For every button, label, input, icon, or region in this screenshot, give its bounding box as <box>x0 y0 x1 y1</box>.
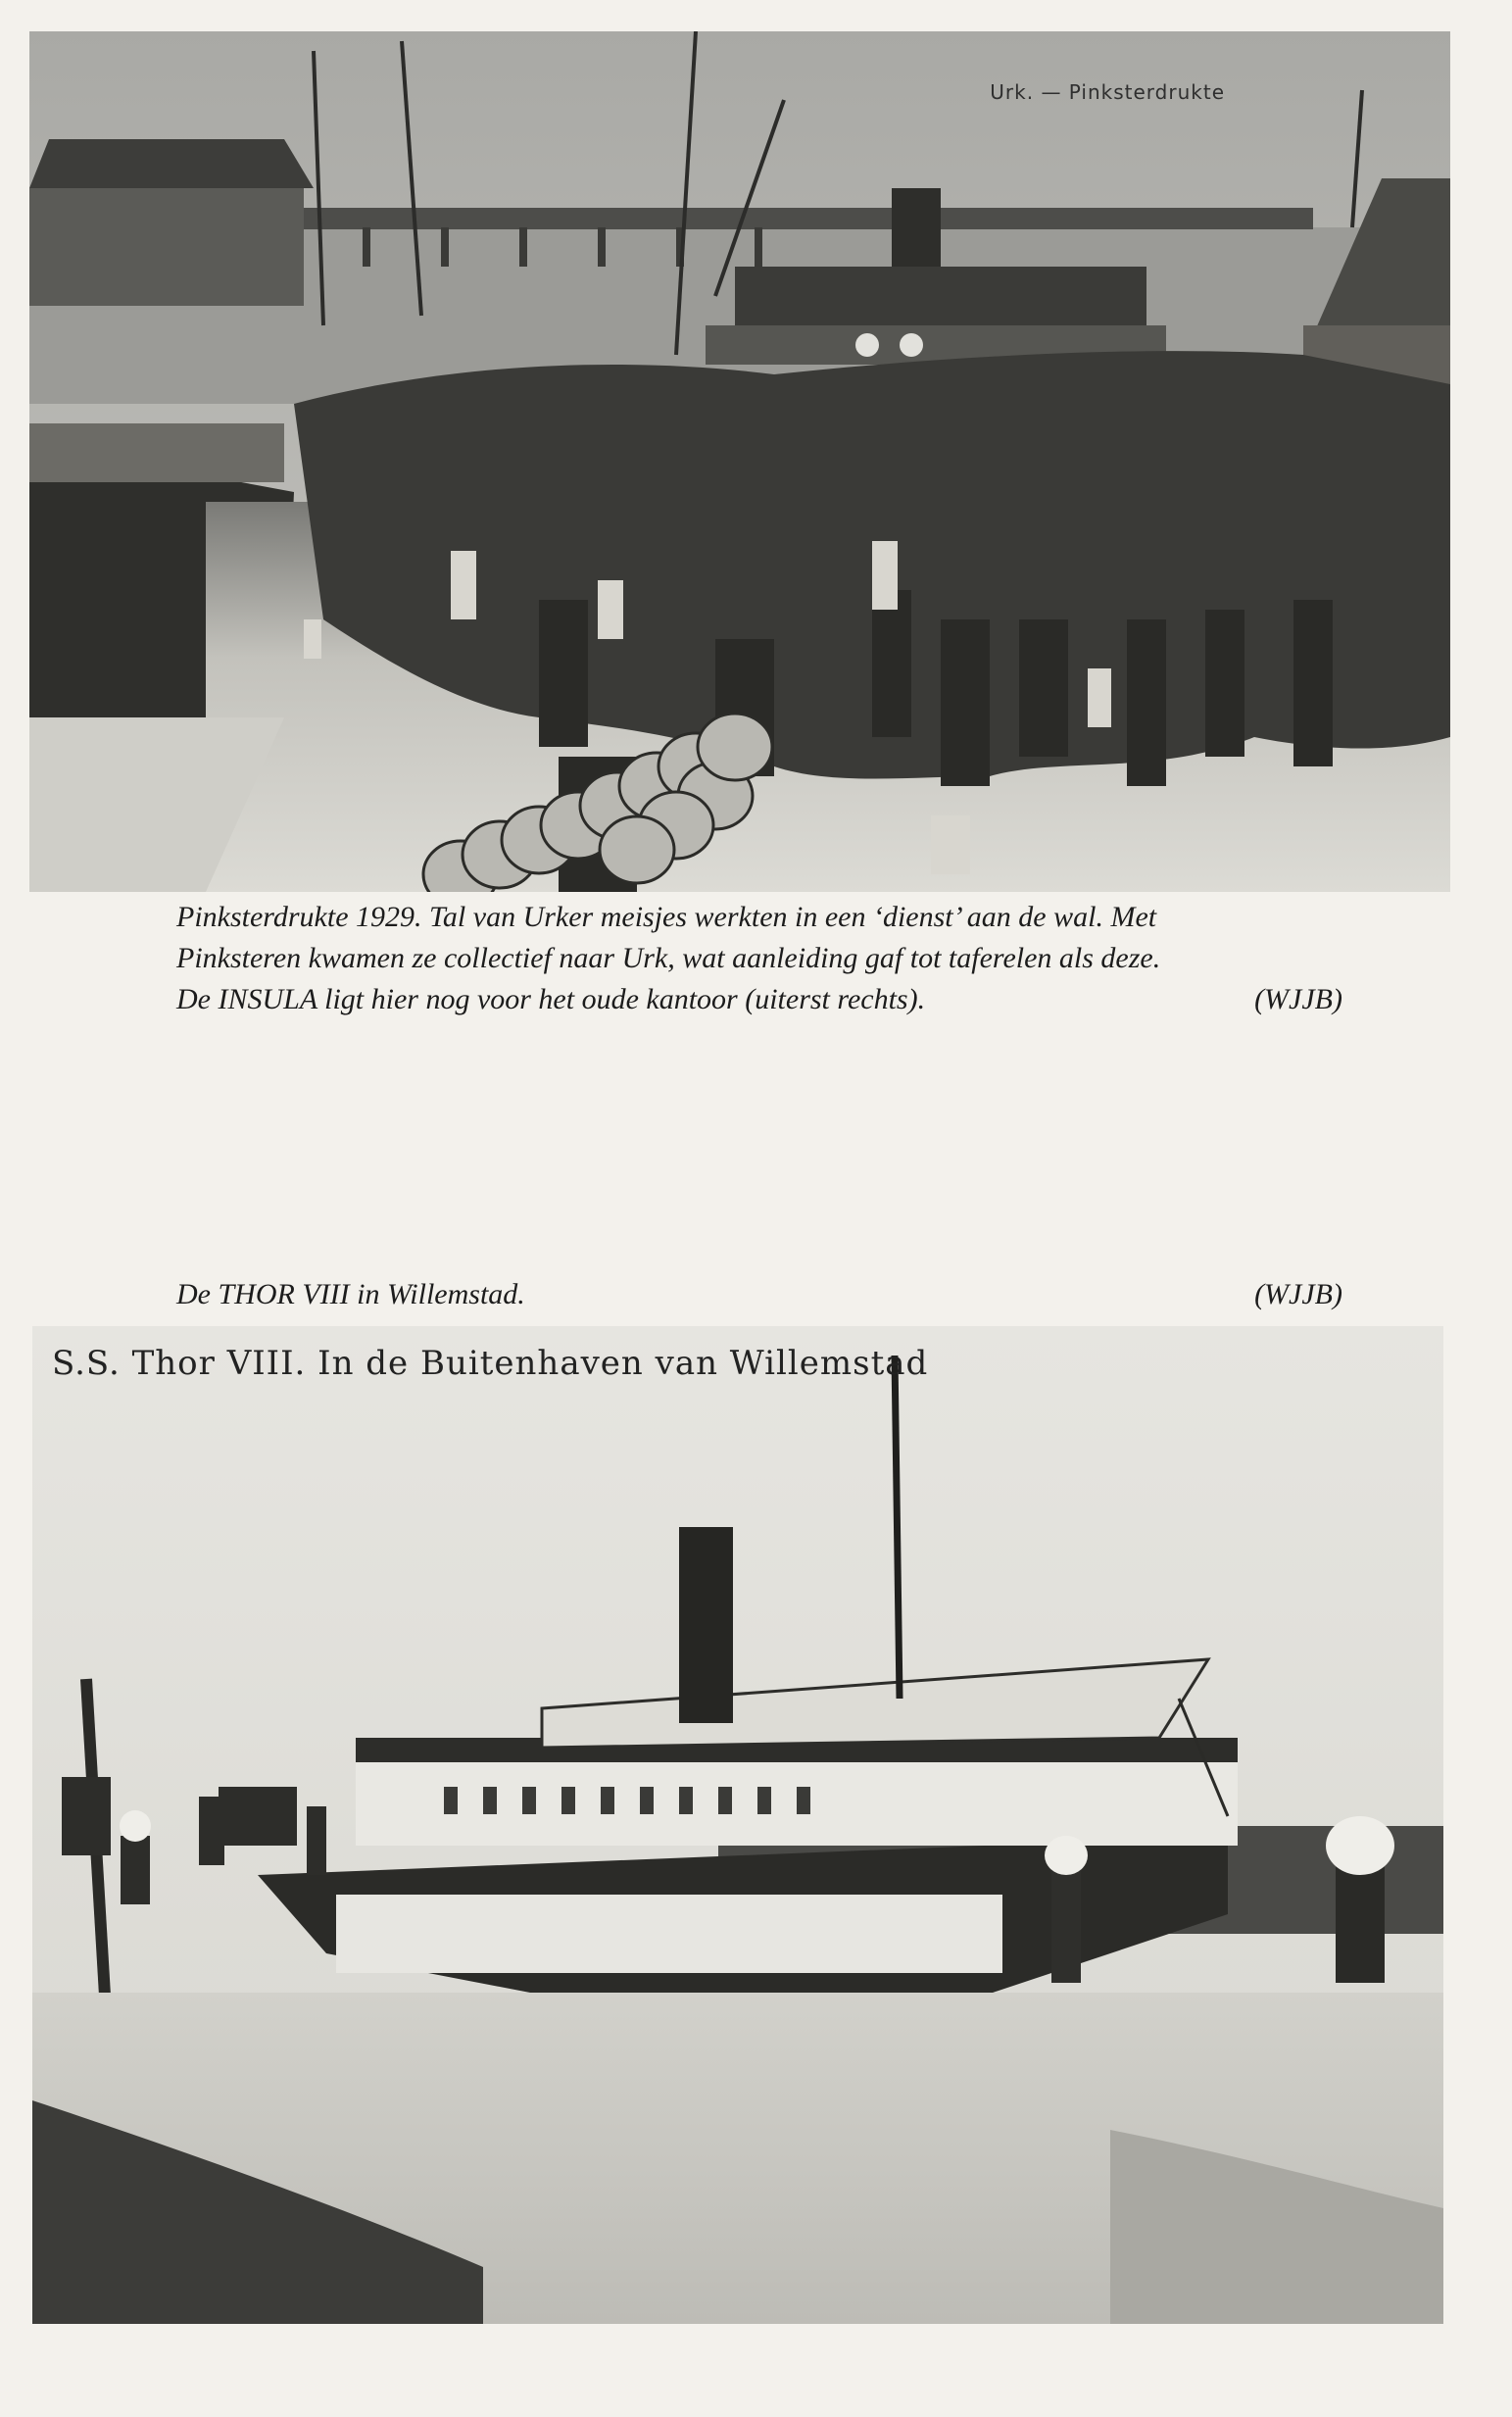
thor-viii-photo-art <box>32 1326 1443 2324</box>
caption-line-2: Pinksteren kwamen ze collectief naar Urk, wat aanleiding gaf tot taferelen als deze. <box>176 942 1161 974</box>
urk-harbour-photo <box>29 31 1450 892</box>
caption-credit: (WJJB) <box>1254 983 1342 1015</box>
caption-thor-viii <box>176 1276 1342 1313</box>
thor-viii-photo <box>32 1326 1443 2324</box>
caption-thor-credit: (WJJB) <box>1254 1278 1342 1310</box>
caption-line-3: De INSULA ligt hier nog voor het oude kantoor (uiterst rechts). <box>176 983 926 1015</box>
postcard-label: S.S. Thor VIII. In de Buitenhaven van Willemstad <box>52 1344 929 1383</box>
caption-pinksterdrukte <box>176 897 1342 1020</box>
caption-line-1: Pinksterdrukte 1929. Tal van Urker meisjes werkten in een ‘dienst’ aan de wal. Met <box>176 901 1157 933</box>
postcard-label: Urk. — Pinksterdrukte <box>990 80 1225 104</box>
caption-thor-text: De THOR VIII in Willemstad. <box>176 1278 525 1310</box>
caption-line-3-row <box>176 979 1342 1020</box>
urk-harbour-photo-art <box>29 31 1450 892</box>
